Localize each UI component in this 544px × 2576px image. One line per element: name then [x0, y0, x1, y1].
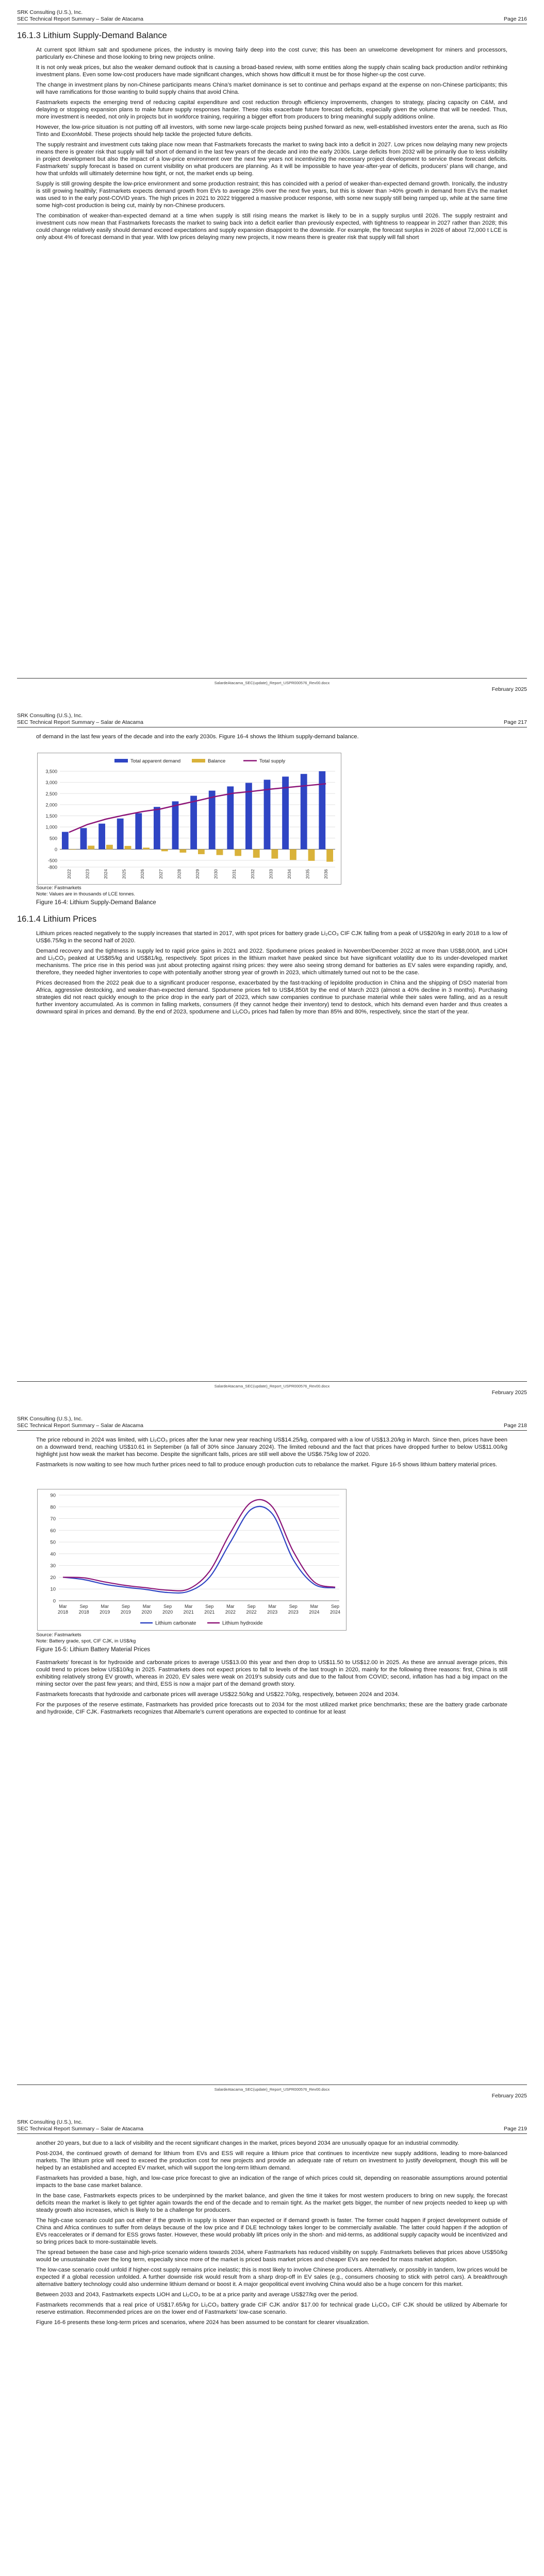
x-tick-label: Mar [226, 1604, 235, 1609]
paragraph: It is not only weak prices, but also the weaker demand outlook that is causing a broad-based review, with some entities along the supply chain scaling back production and/or rethinking investment plans. Even some low-cost producers have made significant changes, which shows how difficult it must be for those higher-up the cost curve. [36, 64, 507, 78]
x-tick-label: 2023 [85, 869, 90, 879]
x-tick-label: 2024 [103, 869, 108, 879]
x-tick-label: Mar [310, 1604, 319, 1609]
figure-caption: Figure 16-5: Lithium Battery Material Prices [36, 1647, 151, 1653]
balance-bar [106, 845, 113, 850]
x-tick-label: 2028 [176, 869, 182, 879]
footer-rule [17, 1381, 527, 1382]
paragraph: The low-case scenario could unfold if higher-cost supply remains price inelastic; this is most likely to involve Chinese producers. Alternatively, or possibly in tandem, low prices would be expected if a global recession unfolded. A further downside risk would result from a sharp drop-off in EV sales (e.g., consumers choosing to stick with petrol cars). A breakthrough alternative battery technology could also undermine lithium demand or boost it. A major geopolitical event involving China would also be a huge concern for this market. [36, 2267, 507, 2287]
body-text [36, 46, 507, 244]
header-rule [17, 2133, 527, 2134]
x-tick-year: 2022 [246, 1609, 257, 1615]
x-tick-year: 2024 [329, 1609, 341, 1615]
chart-frame [38, 753, 341, 885]
header-report: SEC Technical Report Summary – Salar de Atacama [17, 2126, 143, 2132]
x-tick-label: 2034 [287, 869, 292, 879]
paragraph: The high-case scenario could pan out either if the growth in supply is slower than expected or if demand growth is faster. The former could happen if project development outside of China and Africa continues to suffer from delays because of the low price and if DLE technology takes longer to be commercially available. The latter could happen if the adoption of EVs reaccelerates or if demand for ESS grows faster. However, these would probably lift prices only in the short- and mid-terms, as additional supply capacity would be incentivized and so bring prices back to more-sustainable levels. [36, 2217, 507, 2245]
paragraph: Supply is still growing despite the low-price environment and some production restraint; this has coincided with a period of weaker-than-expected demand growth. Ironically, the industry is still growing healthily; Fastmarkets expects demand growth from EVs to average 25% over the next five years, but this is slower than >40% growth in demand from EVs the market was used to in the early post-COVID years. The high prices in 2021 to 2022 triggered a massive producer response, with some new supply still being ramped up, while at the same time some high-cost production is being cut, mainly by non-Chinese producers. [36, 181, 507, 209]
y-tick-label: 500 [49, 836, 57, 841]
demand-bar [135, 813, 142, 849]
x-tick-label: 2035 [305, 869, 310, 879]
balance-bar [271, 849, 278, 858]
page-number: Page 217 [504, 719, 527, 725]
header-company: SRK Consulting (U.S.), Inc. [17, 2119, 83, 2125]
paragraph: The change in investment plans by non-Chinese participants means China’s market dominance is set to continue and perhaps expand at the expense on non-Chinese participants; this will have ramifications for those wanting to build supply chains that avoid China. [36, 82, 507, 95]
page-218 [0, 1406, 544, 2110]
x-tick-label: 2026 [140, 869, 145, 879]
x-tick-label: Sep [79, 1604, 88, 1609]
demand-bar [62, 832, 69, 850]
x-tick-label: 2030 [213, 869, 219, 879]
legend-label: Total apparent demand [130, 758, 181, 764]
page-219 [0, 2110, 544, 2576]
demand-bar [172, 801, 179, 849]
y-tick-label: 1,000 [45, 824, 57, 830]
header-report: SEC Technical Report Summary – Salar de Atacama [17, 719, 143, 725]
header-company: SRK Consulting (U.S.), Inc. [17, 9, 83, 15]
body-text [36, 1436, 507, 1471]
x-tick-year: 2024 [309, 1609, 320, 1615]
figure-notes [36, 885, 507, 909]
y-tick-label: 3,500 [45, 769, 57, 774]
balance-bar [70, 849, 76, 850]
x-tick-label: Mar [268, 1604, 276, 1609]
x-tick-label: Sep [163, 1604, 172, 1609]
demand-bar [80, 828, 87, 849]
body-text [36, 2140, 507, 2329]
page-217 [0, 703, 544, 1406]
balance-bar [125, 846, 131, 849]
y-tick-label: 10 [50, 1586, 56, 1592]
x-tick-label: 2027 [158, 869, 163, 879]
demand-bar [190, 796, 197, 850]
demand-bar [209, 791, 216, 850]
paragraph: Between 2033 and 2043, Fastmarkets expects LiOH and Li₂CO₃ to be at a price parity and average US$27/kg over the period. [36, 2292, 358, 2298]
y-tick-label: 2,000 [45, 802, 57, 808]
paragraph: In the base case, Fastmarkets expects prices to be underpinned by the market balance, and given the time it takes for most western producers to bring on new supply, the forecast deficits mean the market is likely to get tighter again towards the end of the decade and to remain tight. As the market gets bigger, the number of new projects needed to keep up with steady growth also increases, which is likely to be a challenge for producers. [36, 2193, 507, 2213]
y-tick-label: 1,500 [45, 814, 57, 819]
y-tick-label: 60 [50, 1528, 56, 1534]
y-tick-label: 20 [50, 1574, 56, 1581]
header-report: SEC Technical Report Summary – Salar de Atacama [17, 16, 143, 22]
footer-filename: SalardeAtacama_SEC(update)_Report_USPR000576_Rev00.docx [214, 2087, 330, 2092]
figure-source: Source: Fastmarkets [36, 1632, 81, 1638]
y-tick-label: 0 [53, 1598, 56, 1604]
demand-bar [154, 807, 160, 849]
section-heading: 16.1.4 Lithium Prices [17, 914, 97, 924]
y-tick-label: 70 [50, 1516, 56, 1522]
paragraph: The supply restraint and investment cuts taking place now mean that Fastmarkets forecasts the market to swing back into a deficit in 2027. Low prices now delaying many new projects means there is greater risk that supply will fall short of demand in the last few years of the decade and into the early 2030s. Large deficits from 2032 will be primarily due to less visibility in project development but also the impact of a low-price environment over the next few years not incentivizing the necessary project development to service these forecast deficits. Fastmarkets’ supply forecast is based on current visibility on what producers are planning. As it will be impossible to have year-after-year of deficits, producers’ plans will change, and how that unfolds will ultimately determine how tight, or not, the market ends up being. [36, 142, 507, 177]
page-header [17, 713, 527, 726]
x-tick-year: 2023 [288, 1609, 299, 1615]
balance-bar [88, 845, 94, 849]
section-heading: 16.1.3 Lithium Supply-Demand Balance [17, 31, 167, 40]
y-tick-label: 90 [50, 1493, 56, 1499]
demand-bar [117, 819, 124, 850]
x-tick-label: 2022 [66, 869, 72, 879]
page-number: Page 218 [504, 1422, 527, 1429]
page-header [17, 1416, 527, 1429]
legend-swatch [192, 759, 205, 762]
paragraph: Prices decreased from the 2022 peak due to a significant producer response, exacerbated by the fast-tracking of lepidolite production in China and the shipping of DSO material from Africa, aggressive destocking, and weaker-than-expected demand. Spodumene prices fell to US$4,850/t by the end of March 2023 (almost a 40% decline in 3 months). Purchasing strategies did not react quickly enough to the price drop in the early part of 2023, which saw companies continue to purchase material while their sales were falling, and as a result further inventory accumulated. As is common in falling markets, consumers (if they cannot hedge their inventory) tend to destock, which hits demand even harder and thus creates a downward spiral in prices and demand. By the end of 2023, spodumene and Li₂CO₃ prices had fallen by more than 85% and 80%, respectively, since the start of the year. [36, 980, 507, 1015]
paragraph: Fastmarkets expects the emerging trend of reducing capital expenditure and cost reduction through efficiency improvements, changes to strategy, placing capacity on C&M, and delaying or stopping expansion plans to make future supply responses harder. These risks exacerbate future forecast deficits, especially given the volume that will be needed. Thus, more investment is needed, not only in projects but in workforce training, requiring a bigger effort from producers to bring meaningful supply additions online. [36, 99, 507, 120]
balance-bar [179, 849, 186, 852]
x-tick-label: Sep [247, 1604, 256, 1609]
x-tick-year: 2018 [57, 1609, 69, 1615]
legend-label: Lithium carbonate [155, 1620, 196, 1626]
x-tick-label: Mar [59, 1604, 67, 1609]
y-tick-label: 40 [50, 1551, 56, 1557]
figure-note: Note: Values are in thousands of LCE tonnes. [36, 891, 136, 897]
x-tick-year: 2020 [141, 1609, 152, 1615]
x-tick-year: 2019 [120, 1609, 131, 1615]
page-216 [0, 0, 544, 703]
paragraph: Figure 16-6 presents these long-term prices and scenarios, where 2024 has been assumed to be constant for clearer visualization. [36, 2319, 370, 2326]
paragraph: The combination of weaker-than-expected demand at a time when supply is still rising means the market is likely to be in a supply surplus until 2026. The supply restraint and investment cuts now mean that Fastmarkets forecasts the market to swing back into a deficit earlier than previously expected, with tightness to reappear in 2027 rather than 2028; this could change relatively easily should demand exceed expectations and supply expansion disappoint to the downside. For example, the forecast surplus in 2026 of about 72,000 t LCE is only about 4% of forecast demand in that year. With low prices delaying many new projects, it now means there is greater risk that supply will fall short [36, 213, 507, 241]
paragraph: For the purposes of the reserve estimate, Fastmarkets has provided price forecasts out to 2034 for the most utilized market price benchmarks; these are the battery grade carbonate and hydroxide, CIF CJK. Fastmarkets recognizes that Albemarle’s current operations are expected to continue for at least [36, 1702, 507, 1715]
balance-bar [235, 849, 241, 856]
y-tick-label: -800 [47, 865, 57, 870]
figure-note: Note: Battery grade, spot, CIF CJK, in US$/kg [36, 1638, 136, 1644]
page-header [17, 9, 527, 23]
y-tick-label: 2,500 [45, 791, 57, 796]
x-tick-year: 2022 [225, 1609, 236, 1615]
paragraph: Fastmarkets has provided a base, high, and low-case price forecast to give an indication of the range of which prices could sit, depending on reasonable assumptions around potential impacts to the base case market balance. [36, 2175, 507, 2189]
legend-swatch [114, 759, 128, 762]
page-number: Page 219 [504, 2126, 527, 2132]
x-tick-label: Mar [184, 1604, 193, 1609]
footer-date: February 2025 [491, 2093, 527, 2099]
balance-bar [253, 849, 260, 857]
x-tick-year: 2018 [78, 1609, 89, 1615]
balance-bar [308, 849, 315, 860]
header-company: SRK Consulting (U.S.), Inc. [17, 1416, 83, 1422]
balance-bar [326, 849, 333, 861]
x-tick-label: 2033 [268, 869, 274, 879]
figure-caption: Figure 16-4: Lithium Supply-Demand Balance [36, 900, 156, 906]
balance-bar [143, 848, 150, 849]
paragraph: The price rebound in 2024 was limited, with Li₂CO₃ prices after the lunar new year reaching US$14.25/kg, compared with a low of US$13.20/kg in March. Since then, prices have been on a downward trend, reaching US$10.61 in September (a fall of 30% since January 2024). The limited rebound and the fact that prices have dropped further to below US$11.00/kg highlight just how weak the market has become. Despite the significant falls, prices are still well above the US$6.75/kg low of 2020. [36, 1437, 507, 1458]
x-tick-label: 2029 [195, 869, 200, 879]
battery-prices-chart [37, 1489, 347, 1631]
y-tick-label: 3,000 [45, 780, 57, 786]
paragraph: At current spot lithium salt and spodumene prices, the industry is moving fairly deep into the cost curve; this has been an unwelcome development for miners and processors, particularly ex-Chinese and those looking to bring new projects online. [36, 47, 507, 60]
body-text [36, 930, 507, 1019]
x-tick-label: 2032 [250, 869, 255, 879]
footer-rule [17, 678, 527, 679]
x-tick-year: 2023 [267, 1609, 278, 1615]
demand-bar [98, 824, 105, 850]
paragraph: Fastmarkets recommends that a real price of US$17.65/kg for Li₂CO₃ battery grade CIF CJK and/or $17.00 for technical grade Li₂CO₃ CIF CJK should be utilized by Albemarle for reserve estimation. Recommended prices are on the lower end of Fastmarkets’ low-case scenario. [36, 2302, 507, 2315]
x-tick-label: Mar [101, 1604, 109, 1609]
x-tick-year: 2021 [204, 1609, 215, 1615]
footer-date: February 2025 [491, 1389, 527, 1396]
body-text [36, 1659, 507, 1719]
y-tick-label: 0 [54, 846, 57, 852]
demand-bar [319, 771, 325, 849]
paragraph: Lithium prices reacted negatively to the supply increases that started in 2017, with spot prices for battery grade Li₂CO₃ CIF CJK falling from a peak of US$20/kg in early 2018 to a low of US$6.75/kg in the second half of 2020. [36, 930, 507, 944]
balance-bar [198, 849, 205, 854]
legend-label: Total supply [259, 758, 286, 764]
figure-notes [36, 1632, 507, 1656]
balance-bar [217, 849, 223, 855]
x-tick-label: 2036 [323, 869, 329, 879]
y-tick-label: 50 [50, 1539, 56, 1546]
paragraph: The spread between the base case and high-price scenario widens towards 2034, where Fastmarkets has reduced visibility on supply. Fastmarkets believes that prices above US$50/kg would be unsustainable over the long term, especially since more of the market is priced basis market prices and cheaper EVs are needed for mass market adoption. [36, 2249, 507, 2263]
footer-filename: SalardeAtacama_SEC(update)_Report_USPR000576_Rev00.docx [214, 1384, 330, 1388]
figure-source: Source: Fastmarkets [36, 885, 81, 891]
header-rule [17, 1430, 527, 1431]
body-text [36, 733, 507, 743]
x-tick-label: Sep [289, 1604, 298, 1609]
legend-label: Balance [208, 758, 226, 764]
paragraph: Post-2034, the continued growth of demand for lithium from EVs and ESS will require a lithium price that continues to incentivize new supply additions, leading to more-balanced markets. The lithium price will need to exceed the production cost for new projects and provide an adequate rate of return on investment to justify development, though this will be helped by an established and accepted EV market, which will support the long-term lithium demand. [36, 2150, 507, 2171]
paragraph: another 20 years, but due to a lack of visibility and the recent significant changes in the market, prices beyond 2034 are unusually opaque for an industrial commodity. [36, 2140, 459, 2146]
y-tick-label: -500 [47, 858, 57, 863]
header-company: SRK Consulting (U.S.), Inc. [17, 713, 83, 719]
supply-demand-chart [37, 753, 341, 885]
legend-label: Lithium hydroxide [222, 1620, 263, 1626]
demand-bar [245, 783, 252, 849]
x-tick-label: Mar [142, 1604, 151, 1609]
x-tick-year: 2021 [183, 1609, 194, 1615]
paragraph: Fastmarkets forecasts that hydroxide and carbonate prices will average US$22.50/kg and US$22.70/kg, respectively, between 2024 and 2034. [36, 1691, 400, 1698]
paragraph: Fastmarkets is now waiting to see how much further prices need to fall to produce enough production cuts to rebalance the market. Figure 16-5 shows lithium battery material prices. [36, 1462, 498, 1468]
x-tick-label: 2031 [232, 869, 237, 879]
y-tick-label: 30 [50, 1563, 56, 1569]
demand-bar [227, 786, 234, 849]
x-tick-label: Sep [121, 1604, 130, 1609]
footer-rule [17, 2084, 527, 2085]
balance-bar [161, 849, 168, 851]
header-report: SEC Technical Report Summary – Salar de Atacama [17, 1422, 143, 1429]
page-number: Page 216 [504, 16, 527, 22]
x-tick-label: 2025 [121, 869, 127, 879]
footer-filename: SalardeAtacama_SEC(update)_Report_USPR000576_Rev00.docx [214, 681, 330, 685]
balance-bar [290, 849, 296, 860]
paragraph: of demand in the last few years of the decade and into the early 2030s. Figure 16-4 shows the lithium supply-demand balance. [36, 734, 359, 740]
paragraph: However, the low-price situation is not putting off all investors, with some new large-scale projects being pushed forward as new, well-established investors enter the arena, such as Rio Tinto and ExxonMobil. These projects should help tackle the projected future deficits. [36, 124, 507, 138]
x-tick-year: 2020 [162, 1609, 173, 1615]
page-header [17, 2119, 527, 2132]
paragraph: Fastmarkets’ forecast is for hydroxide and carbonate prices to average US$13.00 this year and then drop to US$11.50 to US$12.00 in 2025. As these are annual average prices, this could trend to prices below US$10/kg in 2025. Fastmarkets does not expect prices to fall to levels of the last trough in 2020, mainly for the following three reasons: first, China is still exhibiting relatively strong EV growth, whereas in 2020, EV sales were weak on 2019’s subsidy cuts and due to the fallout from COVID; second, inflation has had a big impact on the mining sector over the past few years; and third, ESS is now a major part of the demand growth story. [36, 1659, 507, 1687]
paragraph: Demand recovery and the tightness in supply led to rapid price gains in 2021 and 2022. Spodumene prices peaked in November/December 2022 at more than US$8,000/t, and LiOH and Li₂CO₃ peaked at US$85/kg and US$81/kg, respectively. Spot prices in the lithium market have peaked since but have significant volatility due to its under-developed market mechanisms. The price rise in this period was just about protecting against rising prices: they were also seeing strong demand for batteries as EV sales were expanding rapidly, and, therefore, they needed higher inventories to cope with potentially another strong year of growth in 2023, which ultimately turned out not to be the case. [36, 948, 507, 976]
x-tick-label: Sep [205, 1604, 214, 1609]
footer-date: February 2025 [491, 686, 527, 692]
x-tick-label: Sep [331, 1604, 340, 1609]
y-tick-label: 80 [50, 1504, 56, 1511]
x-tick-year: 2019 [100, 1609, 110, 1615]
